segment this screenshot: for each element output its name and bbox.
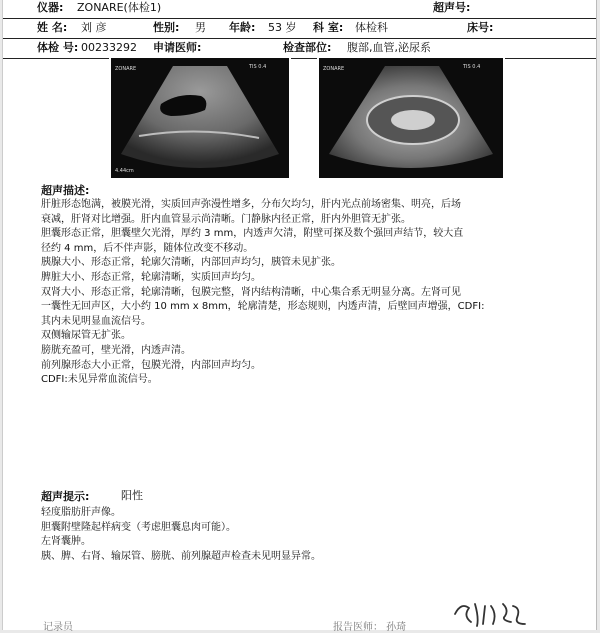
age-value: 53 岁 — [268, 21, 297, 34]
site-label: 检查部位: — [283, 41, 332, 54]
ultrasound-image-left — [109, 56, 291, 180]
description-line: 肝脏形态饱满，被膜光滑，实质回声弥漫性增多，分布欠均匀，肝内光点前场密集、明亮，后场 — [41, 199, 461, 210]
sex-label: 性别: — [153, 21, 180, 34]
recorder-label: 记录员 — [43, 622, 73, 633]
doctor-signature — [451, 596, 531, 630]
description-line: 其内未见明显血流信号。 — [41, 315, 151, 327]
name-label: 姓 名: — [37, 21, 68, 34]
description-line: 膀胱充盈可，壁光滑，内透声清。 — [41, 345, 191, 356]
description-line: 前列腺形态大小正常，包膜光滑，内部回声均匀。 — [41, 359, 261, 371]
description-line: 脾脏大小、形态正常，轮廓清晰，实质回声均匀。 — [41, 272, 261, 283]
conclusion-line: 左肾囊肿。 — [41, 536, 91, 548]
conclusion-line: 胰、脾、右肾、输尿管、膀胱、前列腺超声检查未见明显异常。 — [41, 550, 321, 562]
dept-label: 科 室: — [313, 21, 344, 34]
conclusion-status: 阳性 — [121, 489, 143, 502]
sex-value: 男 — [195, 21, 206, 34]
svg-text:ZONARE: ZONARE — [115, 66, 137, 72]
doctor-label: 申请医师: — [153, 41, 202, 54]
description-line: 径约 4 mm，后不伴声影，随体位改变不移动。 — [41, 242, 254, 254]
conclusion-line: 胆囊附壁隆起样病变（考虑胆囊息肉可能）。 — [41, 521, 236, 533]
reporting-doctor-label: 报告医师： 孙琦 — [333, 622, 407, 633]
description-line: 胆囊形态正常，胆囊壁欠光滑，厚约 3 mm，内透声欠清，附壁可探及数个强回声结节，较大直 — [41, 228, 464, 240]
svg-text:4.44cm: 4.44cm — [115, 168, 134, 174]
svg-text:ZONARE: ZONARE — [323, 66, 345, 72]
header-row-exam — [3, 38, 596, 59]
site-value: 腹部,血管,泌尿系 — [347, 41, 431, 54]
description-line: 一囊性无回声区，大小约 10 mm x 8mm，轮廓清楚，形态规则，内透声清，后壁回声增强，CDFI: — [41, 301, 485, 313]
description-line: 双肾大小、形态正常，轮廓清晰，包膜完整，肾内结构清晰，中心集合系无明显分离。左肾可见 — [41, 286, 461, 298]
description-line: 衰减，肝肾对比增强。肝内血管显示尚清晰。门静脉内径正常，肝内外胆管无扩张。 — [41, 213, 411, 225]
instrument-label: 仪器: — [37, 1, 64, 14]
bed-label: 床号: — [467, 21, 494, 34]
header-row-patient — [3, 18, 596, 39]
exam-no-value: 00233292 — [81, 41, 137, 54]
dept-value: 体检科 — [355, 21, 388, 34]
exam-no-label: 体检 号: — [37, 41, 79, 54]
name-value: 刘 彦 — [81, 21, 107, 34]
us-no-label: 超声号: — [433, 1, 471, 14]
instrument-value: ZONARE(体检1) — [77, 1, 162, 14]
description-line: 胰腺大小、形态正常，轮廓欠清晰，内部回声均匀，胰管未见扩张。 — [41, 257, 341, 269]
conclusion-title: 超声提示: — [41, 490, 90, 503]
description-title: 超声描述: — [41, 184, 90, 197]
conclusion-line: 轻度脂肪肝声像。 — [41, 507, 121, 518]
svg-text:TIS 0.4: TIS 0.4 — [249, 64, 267, 70]
description-line: CDFI:未见异常血流信号。 — [41, 374, 158, 386]
description-line: 双侧输尿管无扩张。 — [41, 330, 131, 342]
age-label: 年龄: — [229, 21, 256, 34]
svg-text:TIS 0.4: TIS 0.4 — [463, 64, 481, 70]
ultrasound-image-right — [317, 56, 505, 180]
report-page — [2, 0, 597, 633]
header-row-instrument — [3, 0, 596, 19]
